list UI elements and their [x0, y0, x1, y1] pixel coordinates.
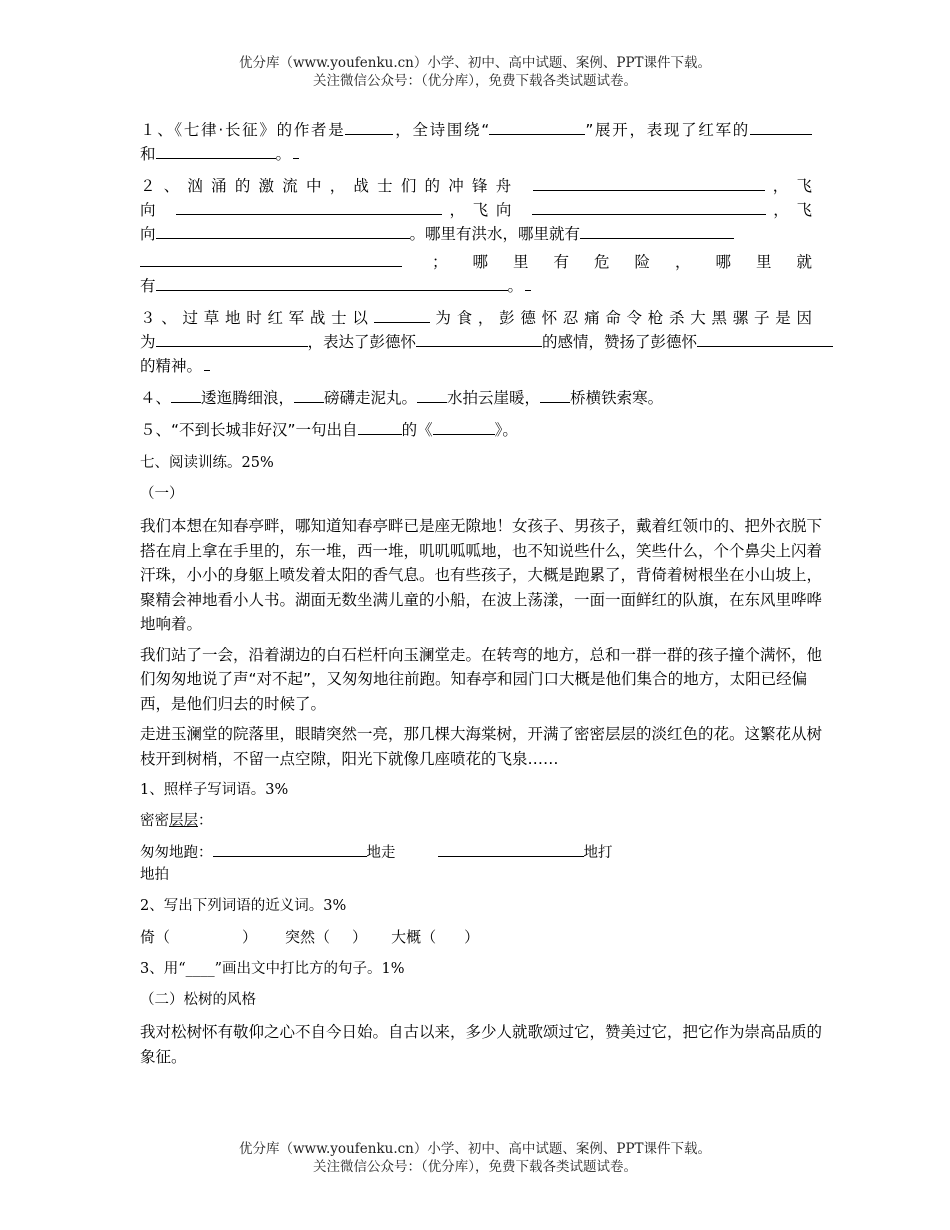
- q2-text-i: 有: [140, 277, 156, 295]
- passage-1-paragraph-2: 我们站了一会，沿着湖边的白石栏杆向玉澜堂走。在转弯的地方，总和一群一群的孩子撞个满怀，他们匆匆地说了声“对不起”，又匆匆地往前跑。知春亭和园门口大概是他们集合的地方，太阳已经偏西，是他们归去的时候了。: [140, 645, 823, 713]
- ex2-word-1-close: ）: [242, 928, 258, 946]
- ex1-item-4: 地拍: [140, 867, 169, 883]
- ex3-text-a: 3、用“: [140, 961, 186, 977]
- q2-blank-5[interactable]: [580, 223, 734, 239]
- footer-line-1: 优分库（www.youfenku.cn）小学、初中、高中试题、案例、PPT课件下载。: [238, 1141, 712, 1157]
- section-7-heading: 七、阅读训练。25%: [140, 455, 274, 471]
- q5-blank-title[interactable]: [433, 419, 495, 435]
- exercise-1-items: [140, 841, 830, 886]
- q2-blank-4[interactable]: [156, 223, 410, 239]
- q1-blank-spirit-1[interactable]: [750, 119, 812, 135]
- header-line-1: 优分库（www.youfenku.cn）小学、初中、高中试题、案例、PPT课件下载。: [238, 55, 712, 71]
- q2-blank-3[interactable]: [532, 199, 766, 215]
- exercise-1-example: [140, 810, 830, 832]
- q4-blank-1[interactable]: [171, 387, 201, 403]
- header-line-2: 关注微信公众号：（优分库），免费下载各类试题试卷。: [313, 73, 637, 89]
- q2-blank-1[interactable]: [533, 175, 765, 191]
- q1-text-c: ”展开，表现了红军的: [585, 121, 750, 139]
- q4-text-b: 逶迤腾细浪，: [201, 389, 295, 407]
- q3-blank-spirit[interactable]: [697, 331, 833, 347]
- q3-text-e: 的感情，赞扬了彭德怀: [542, 333, 698, 351]
- q2-text-j: 。: [507, 277, 524, 295]
- q1-blank-author[interactable]: [345, 119, 393, 135]
- exercise-3: [140, 958, 830, 980]
- q1-mark: [293, 148, 299, 159]
- q4-blank-4[interactable]: [540, 387, 570, 403]
- ex1-blank-2[interactable]: [438, 841, 584, 857]
- q1-blank-spirit-2[interactable]: [156, 143, 276, 159]
- q2-blank-2[interactable]: [176, 199, 442, 215]
- question-3: [140, 306, 830, 378]
- q3-text-f: 的精神。: [140, 357, 203, 375]
- q2-text-a: ２、汹涌的激流中，战士们的冲锋舟: [140, 177, 520, 195]
- footer-line-2: 关注微信公众号：（优分库），免费下载各类试题试卷。: [313, 1159, 637, 1175]
- exercise-2-words: [140, 926, 830, 949]
- q4-blank-2[interactable]: [294, 387, 324, 403]
- passage-2: 我对松树怀有敬仰之心不自今日始。自古以来，多少人就歌颂过它，赞美过它，把它作为崇高品质的象征。: [140, 1023, 823, 1066]
- q1-text-a: １、《七律·长征》的作者是: [140, 121, 346, 139]
- q3-mark: [204, 360, 210, 371]
- worksheet-body: [140, 118, 830, 1075]
- ex1-item-2: 地走: [366, 845, 396, 861]
- ex3-blank: ____: [185, 961, 215, 977]
- ex2-word-2-close: ）: [352, 928, 368, 946]
- ex3-text-b: ”画出文中打比方的句子。1%: [214, 961, 405, 977]
- q1-blank-theme[interactable]: [489, 119, 585, 135]
- q2-text-b: ，飞: [764, 177, 812, 195]
- q2-text-f: 向: [140, 225, 156, 243]
- example-word-a: 密密: [140, 813, 169, 829]
- question-4: [140, 386, 830, 410]
- page-footer: [0, 1140, 950, 1176]
- q2-text-g: 。哪里有洪水，哪里就有: [409, 225, 581, 243]
- q5-text-c: 》。: [494, 421, 518, 439]
- q3-blank-food[interactable]: [374, 307, 430, 323]
- q4-text-e: 桥横铁索寒。: [570, 389, 664, 407]
- q1-text-d: 和: [140, 145, 156, 163]
- q5-text-a: ５、“不到长城非好汉”一句出自: [140, 421, 358, 439]
- q1-text-b: ，全诗围绕“: [393, 121, 490, 139]
- q5-blank-author[interactable]: [358, 419, 402, 435]
- q5-text-b: 的《: [401, 421, 433, 439]
- q2-text-e: ，飞: [765, 201, 812, 219]
- question-5: [140, 418, 830, 442]
- ex1-blank-1[interactable]: [213, 841, 367, 857]
- ex1-item-3: 地打: [583, 845, 613, 861]
- passage-1-paragraph-1: 我们本想在知春亭畔，哪知道知春亭畔已是座无隙地！女孩子、男孩子，戴着红领巾的、把外衣脱下搭在肩上拿在手里的，东一堆，西一堆，叽叽呱呱地，也不知说些什么，笑些什么，个个鼻尖上闪着汗珠，小小的身躯上喷发着太阳的香气息。也有些孩子，大概是跑累了，背倚着树根坐在小山坡上，聚精会神地看小人书。湖面无数坐满儿童的小船，在波上荡漾，一面一面鲜红的队旗，在东风里哗哗地响着。: [140, 517, 823, 633]
- ex1-item-1: 匆匆地跑：: [140, 845, 213, 861]
- q4-text-d: 水拍云崖暖，: [447, 389, 541, 407]
- q2-blank-7[interactable]: [156, 275, 508, 291]
- q3-blank-feeling[interactable]: [416, 331, 542, 347]
- q1-text-e: 。: [275, 145, 292, 163]
- ex2-word-1: 倚（: [140, 928, 171, 946]
- ex2-word-3: 大概（: [391, 928, 437, 946]
- ex2-word-3-close: ）: [464, 928, 480, 946]
- page-header: [0, 54, 950, 90]
- q2-text-c: 向: [140, 201, 164, 219]
- part-1-label: （一）: [140, 486, 184, 502]
- q3-text-c: 为: [140, 333, 156, 351]
- q2-text-h: ；哪里有危险，哪里就: [431, 253, 812, 271]
- q4-text-c: 磅礴走泥丸。: [324, 389, 418, 407]
- q3-text-b: 为食，彭德怀忍痛命令枪杀大黑骡子是因: [429, 309, 812, 327]
- q4-blank-3[interactable]: [417, 387, 447, 403]
- passage-1-paragraph-3: 走进玉澜堂的院落里，眼睛突然一亮，那几棵大海棠树，开满了密密层层的淡红色的花。这繁花从树枝开到树梢，不留一点空隙，阳光下就像几座喷花的飞泉……: [140, 725, 823, 768]
- exercise-1-title: 1、照样子写词语。3%: [140, 782, 289, 798]
- q4-text-a: ４、: [140, 389, 172, 407]
- ex2-word-2: 突然（: [285, 928, 331, 946]
- part-2-label: （二）松树的风格: [140, 992, 256, 1008]
- q3-text-d: ，表达了彭德怀: [307, 333, 417, 351]
- question-2: [140, 174, 830, 298]
- example-word-b: 层层: [169, 813, 198, 829]
- q3-text-a: ３、过草地时红军战士以: [140, 309, 374, 327]
- exercise-2-title: 2、写出下列词语的近义词。3%: [140, 898, 347, 914]
- example-colon: ：: [198, 813, 213, 829]
- q2-text-d: ，飞向: [441, 201, 519, 219]
- q2-blank-6[interactable]: [140, 251, 402, 267]
- q3-blank-reason[interactable]: [156, 331, 308, 347]
- q2-mark: [525, 280, 531, 291]
- question-1: [140, 118, 830, 166]
